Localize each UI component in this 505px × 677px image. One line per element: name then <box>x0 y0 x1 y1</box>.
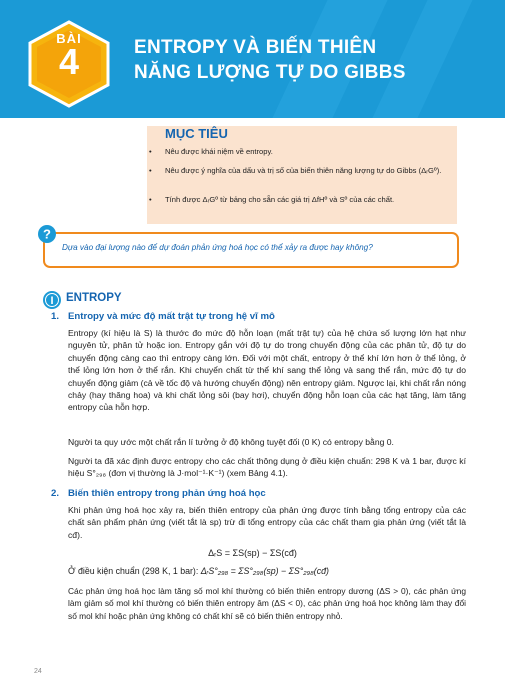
lesson-label: BÀI <box>56 31 82 46</box>
objective-text: Tính được ΔᵣGº từ bảng cho sẵn các giá trị ΔfHº và Sº của các chất. <box>165 195 395 204</box>
subsection-title: Entropy và mức độ mất trật tự trong hệ vĩ mô <box>68 311 275 322</box>
objectives-title: MỤC TIÊU <box>165 126 228 141</box>
subsection-number: 2. <box>51 488 60 499</box>
lesson-title-line2: NĂNG LƯỢNG TỰ DO GIBBS <box>134 62 406 83</box>
header-stripe <box>272 0 387 118</box>
section-title: ENTROPY <box>66 292 122 304</box>
paragraph: Các phản ứng hoá học làm tăng số mol khí thường có biến thiên entropy dương (ΔS > 0), các phản ứng làm giảm số mol khí thường có biến thiên entropy âm (ΔS < 0), các phản ứng hoá học không làm thay đổi số mol khí hoặc phản ứng không có chất khí sẽ có biến thiên entropy nhỏ. <box>68 586 466 621</box>
svg-text:?: ? <box>43 226 51 242</box>
paragraph: Entropy (kí hiệu là S) là thước đo mức độ hỗn loạn (mất trật tự) của hệ chứa số lượng lớn hạt như nguyên tử, phân tử hoặc ion. Entropy gắn với độ tự do trong chuyển động của các phân tử, độ tự do chuyển động càng cao thì entropy càng lớn. Đối với một chất, entropy ở thể khí lớn hơn ở thể lỏng, ở thể lỏng lớn hơn ở thể rắn. Khi chuyển chất từ thể khí sang thể lỏng và sang thể rắn, mức độ tự do chuyển động giảm (cả về tốc độ và hướng chuyển động) nên entropy giảm. Ngược lại, khi chất rắn nóng chảy (hay thăng hoa) và khi chất lỏng sôi (bay hơi), chuyển động hỗn loạn của các hạt tăng, làm tăng entropy của hỗn hợp. <box>68 328 466 413</box>
subsection-title: Biến thiên entropy trong phản ứng hoá học <box>68 488 266 499</box>
bullet: • <box>149 147 152 156</box>
bullet: • <box>149 166 152 175</box>
objective-text: Nêu được khái niệm về entropy. <box>165 147 273 156</box>
header-stripe <box>372 0 472 118</box>
standard-condition-line <box>68 566 329 576</box>
question-icon <box>37 224 57 244</box>
standard-entropy-formula: ΔᵣS°₂₉₈ = ΣS°₂₉₈(sp) − ΣS°₂₉₈(cđ) <box>200 566 329 576</box>
paragraph: Người ta quy ước một chất rắn lí tưởng ở độ không tuyệt đối (0 K) có entropy bằng 0. <box>68 437 394 447</box>
subsection-number: 1. <box>51 311 60 322</box>
page-number: 24 <box>34 668 42 675</box>
paragraph: Người ta đã xác định được entropy cho các chất thông dụng ở điều kiện chuẩn: 298 K và 1 bar, được kí hiệu S°₂₉₈ (đơn vị thường là J·mol⁻¹·K⁻¹) (xem Bảng 4.1). <box>68 456 466 479</box>
paragraph: Khi phản ứng hoá học xảy ra, biến thiên entropy của phản ứng được tính bằng tổng entropy của các chất sản phẩm phản ứng (viết tắt là sp) trừ đi tổng entropy của các chất tham gia phản ứng (viết tắt là cđ). <box>68 505 466 540</box>
lesson-title-line1: ENTROPY VÀ BIẾN THIÊN <box>134 37 377 58</box>
objective-text: Nêu được ý nghĩa của dấu và trị số của biến thiên năng lượng tự do Gibbs (ΔᵣGº). <box>165 166 442 175</box>
section-numeral: I <box>50 295 54 307</box>
bullet: • <box>149 195 152 204</box>
entropy-formula: ΔᵣS = ΣS(sp) − ΣS(cđ) <box>208 548 297 558</box>
section-numeral-icon <box>42 290 62 310</box>
lesson-number: 4 <box>58 41 80 82</box>
question-text: Dựa vào đại lượng nào để dự đoán phản ứng hoá học có thể xảy ra được hay không? <box>62 243 373 252</box>
standard-condition-label: Ở điều kiện chuẩn (298 K, 1 bar): <box>68 566 199 576</box>
